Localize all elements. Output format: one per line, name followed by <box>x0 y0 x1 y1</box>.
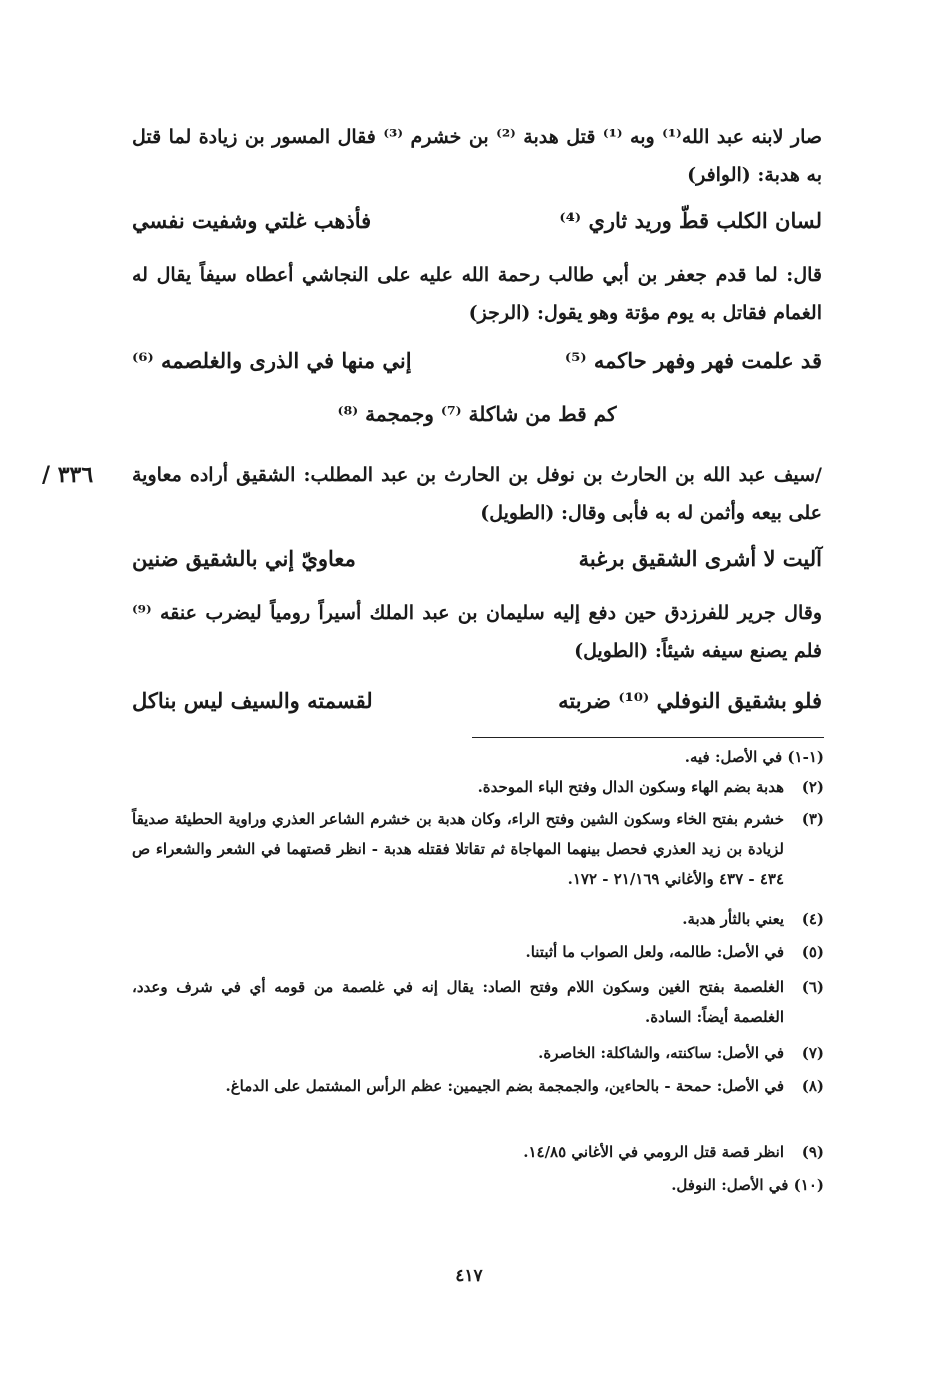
verse-2-second-hemistich: إني منها في الذرى والغلصمه ⁽⁶⁾ <box>132 348 412 373</box>
verse-4 <box>132 688 822 728</box>
verse-2-third-line: كم قط من شاكلة ⁽⁷⁾ وجمجمة ⁽⁸⁾ <box>337 402 617 426</box>
verse-1-second-hemistich: فأذهب غلتي وشفيت نفسي <box>132 208 372 233</box>
footnote-4-text: يعني بالثأر هدبة. <box>682 910 784 928</box>
footnote-6-number: (٦) <box>801 978 824 996</box>
footnote-3 <box>132 804 824 894</box>
footnote-3-number: (٣) <box>801 810 824 828</box>
footnote-9-number: (٩) <box>801 1143 824 1161</box>
footnote-3-text: خشرم بفتح الخاء وسكون الشين وفتح الراء، وكان هدبة بن خشرم الشاعر العذري وراوية الحطيئة صديقاً لزيادة بن زيد العذري فحصل بينهما المهاجاة ثم تقاتلا فقتله هدبة - انظر قصتهما في الشعر والشعراء ص ٤٣٤ - ٤٣٧ والأغاني ٢١/١٦٩ - ١٧٢. <box>132 810 784 888</box>
footnote-9 <box>132 1137 824 1167</box>
footnote-6 <box>132 972 824 1032</box>
footnote-2-number: (٢) <box>801 778 824 796</box>
verse-2-first-hemistich: قد علمت فهر وفهر حاكمه ⁽⁵⁾ <box>564 348 822 373</box>
paragraph-1: صار لابنه عبد الله⁽¹⁾ وبه ⁽¹⁾ قتل هدبة ⁽²⁾ بن خشرم ⁽³⁾ فقال المسور بن زيادة لما قتل به هدبة: (الوافر) <box>132 126 823 186</box>
page-number: ٤١٧ <box>455 1266 483 1286</box>
footnote-8-text: في الأصل: حمحة - بالحاءين، والجمجمة بضم الجيمين: عظم الرأس المشتمل على الدماغ. <box>225 1077 784 1095</box>
verse-3 <box>132 546 822 586</box>
footnote-8-number: (٨) <box>801 1077 824 1095</box>
footnote-4 <box>132 904 824 934</box>
paragraph-3: /سيف عبد الله بن الحارث بن نوفل بن الحارث بن عبد المطلب: الشقيق أراده معاوية على بيعه وأثمن له به فأبى وقال: (الطويل) <box>132 464 822 524</box>
footnote-2 <box>132 772 824 802</box>
verse-2 <box>132 348 822 388</box>
footnote-2-text: هدبة بضم الهاء وسكون الدال وفتح الباء الموحدة. <box>477 778 784 796</box>
footnote-7 <box>132 1038 824 1068</box>
footnote-8 <box>132 1071 824 1101</box>
paragraph-2: قال: لما قدم جعفر بن أبي طالب رحمة الله عليه على النجاشي أعطاه سيفاً يقال له الغمام فقاتل به يوم مؤتة وهو يقول: (الرجز) <box>132 264 822 324</box>
paragraph-4: وقال جرير للفرزدق حين دفع إليه سليمان بن عبد الملك أسيراً رومياً ليضرب عنقه ⁽⁹⁾ فلم يصنع سيفه شيئاً: (الطويل) <box>132 602 822 662</box>
footnote-10 <box>132 1170 824 1200</box>
footnote-5 <box>132 937 824 967</box>
footnote-7-text: في الأصل: ساكنته، والشاكلة: الخاصرة. <box>538 1044 784 1062</box>
margin-page-number: ٣٣٦ / <box>42 462 94 488</box>
footnote-5-text: في الأصل: طالمه، ولعل الصواب ما أثبتنا. <box>525 943 784 961</box>
verse-1-first-hemistich: لسان الكلب قطّ وريد ثاري ⁽⁴⁾ <box>559 208 822 233</box>
footnote-4-number: (٤) <box>801 910 824 928</box>
footnote-1-text: (١-١) في الأصل: فيه. <box>684 748 824 766</box>
footnote-10-text: (١٠) في الأصل: النوفل. <box>671 1176 824 1194</box>
footnote-separator <box>472 737 824 738</box>
footnote-5-number: (٥) <box>801 943 824 961</box>
verse-3-second-hemistich: معاويّ إني بالشقيق ضنين <box>132 546 356 571</box>
footnote-7-number: (٧) <box>801 1044 824 1062</box>
footnote-9-text: انظر قصة قتل الرومي في الأغاني ١٤/٨٥. <box>523 1143 784 1161</box>
verse-3-first-hemistich: آليت لا أشرى الشقيق برغبة <box>578 546 822 571</box>
verse-1 <box>132 208 822 248</box>
verse-4-second-hemistich: لقسمته والسيف ليس بناكل <box>132 688 373 713</box>
verse-4-first-hemistich: فلو بشقيق النوفلي ⁽¹⁰⁾ ضربته <box>558 688 822 713</box>
footnote-1 <box>132 742 824 772</box>
footnote-6-text: الغلصمة بفتح الغين وسكون اللام وفتح الصاد: يقال إنه في غلصمة من قومه أي في شرف وعدد، الغلصمة أيضاً: السادة. <box>132 978 784 1026</box>
